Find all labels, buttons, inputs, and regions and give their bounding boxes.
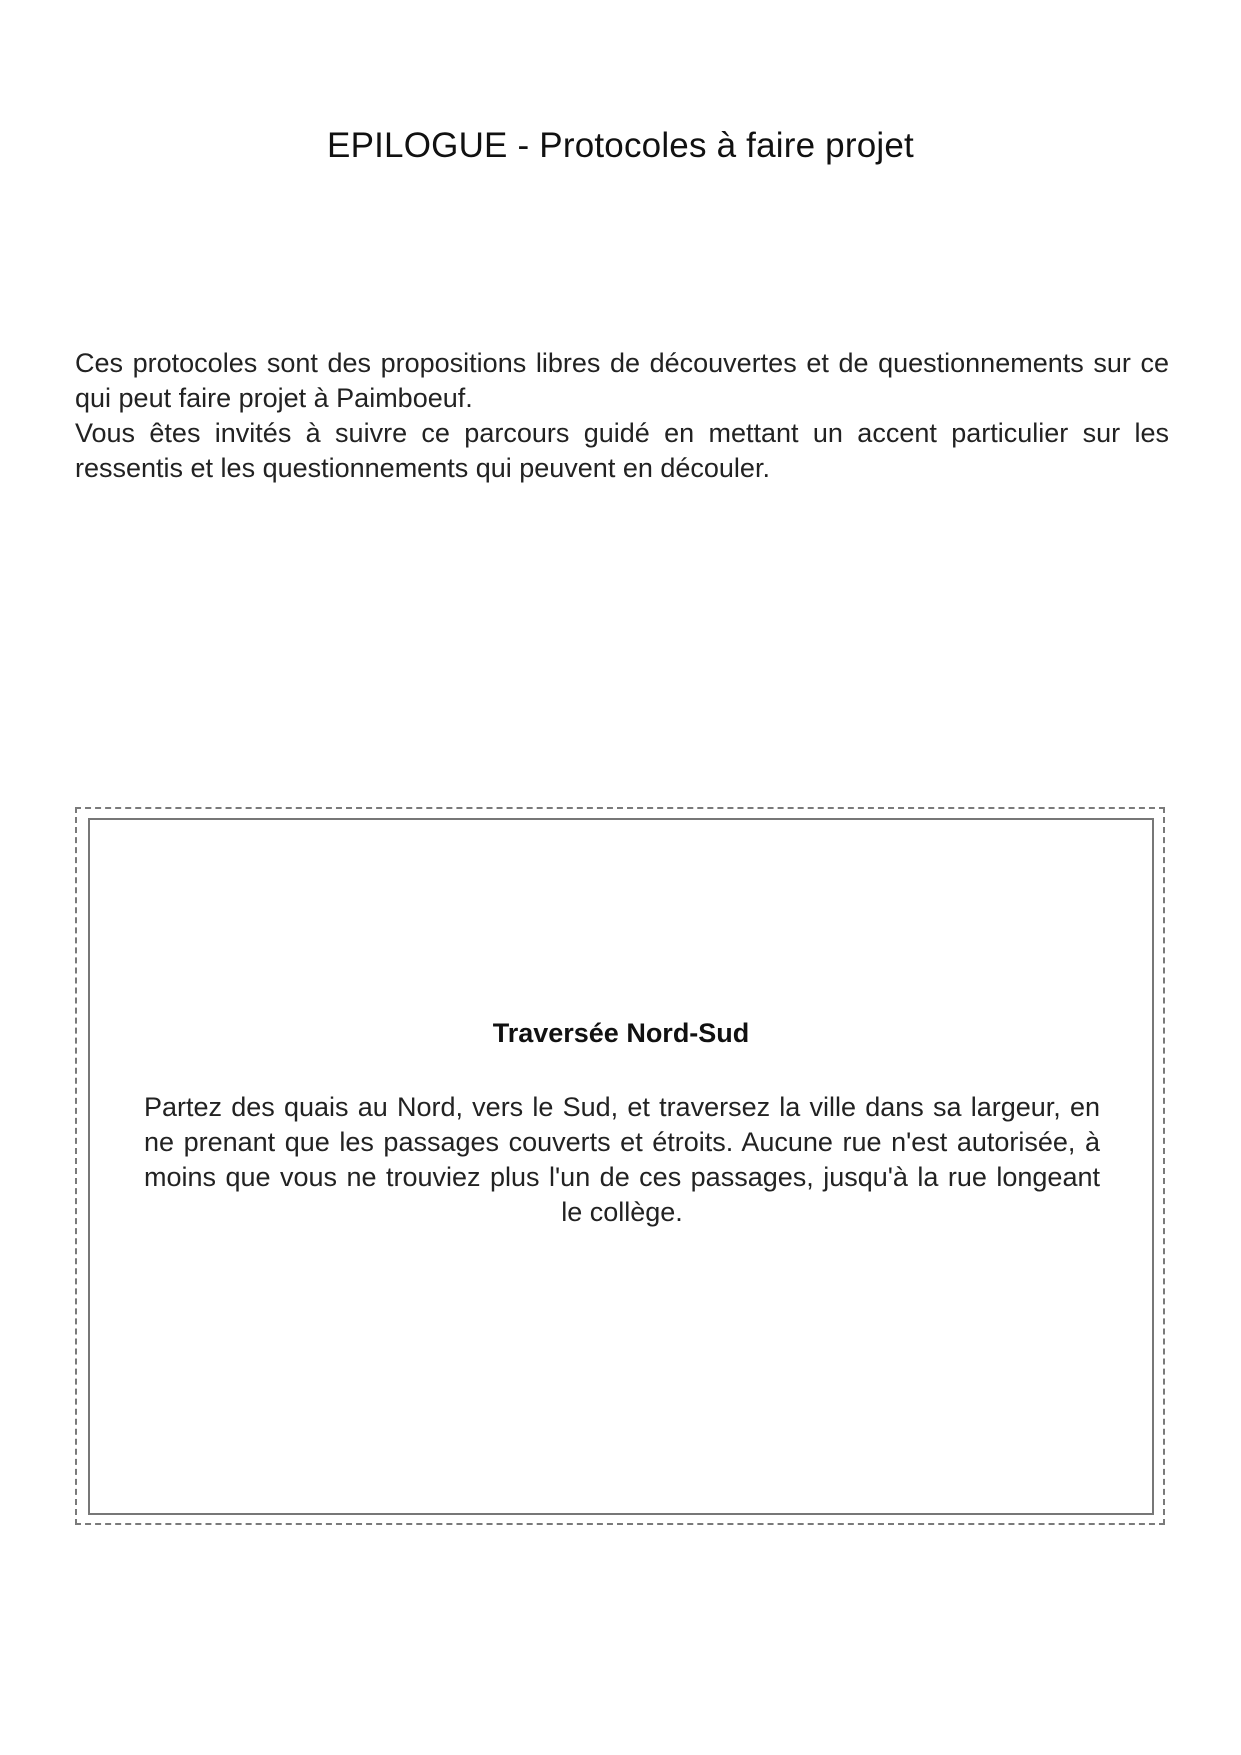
card-title: Traversée Nord-Sud: [492, 1018, 750, 1048]
intro-paragraph: Ces protocoles sont des propositions libres de découvertes et de questionnements sur ce qui peut faire projet à Paimboeuf.: [75, 348, 1169, 413]
page-title: EPILOGUE - Protocoles à faire projet: [327, 126, 914, 165]
intro-paragraph: Vous êtes invités à suivre ce parcours guidé en mettant un accent particulier sur les ressentis et les questionnements qui peuvent en découler.: [75, 418, 1169, 483]
card-body: Partez des quais au Nord, vers le Sud, et traversez la ville dans sa largeur, en ne prenant que les passages couverts et étroits. Aucune rue n'est autorisée, à moins que vous ne trouviez plus l'un de ces passages, jusqu'à la rue longeant le collège.: [144, 1092, 1100, 1227]
intro-text: [75, 346, 1169, 486]
